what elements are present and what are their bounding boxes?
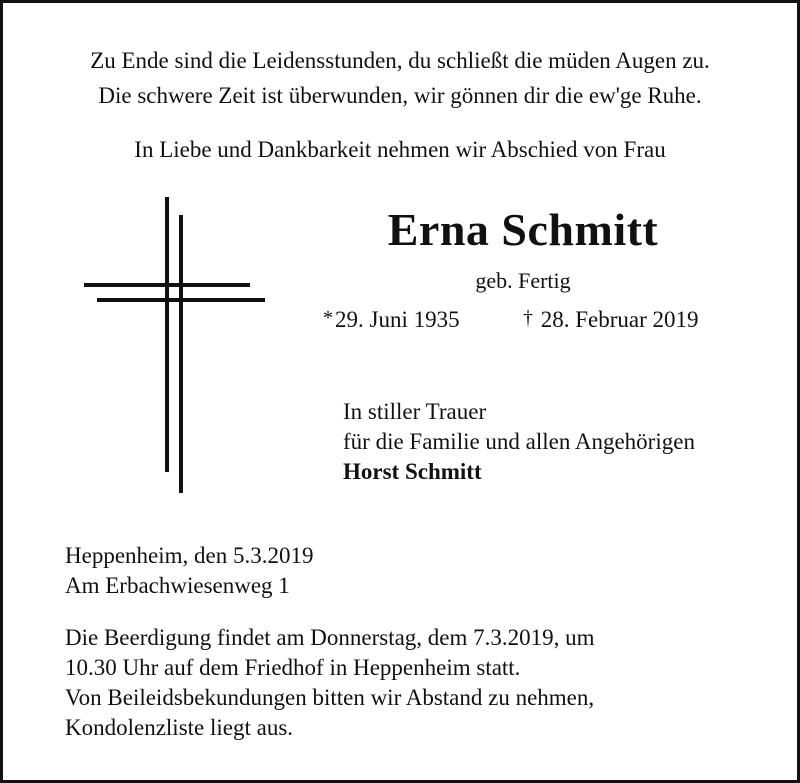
cross-icon [81, 197, 271, 495]
address: Am Erbachwiesenweg 1 [65, 573, 290, 598]
poem-line-1: Zu Ende sind die Leidensstunden, du schließt die müden Augen zu. [90, 48, 710, 73]
mourners-block [343, 397, 695, 487]
funeral-line-2: 10.30 Uhr auf dem Friedhof in Heppenheim statt. [65, 655, 521, 680]
funeral-line-3: Von Beileidsbekundungen bitten wir Abstand zu nehmen, [65, 685, 595, 710]
death-date [523, 307, 699, 333]
cross-horizontal-top [84, 283, 250, 287]
death-dagger-icon: † [523, 307, 533, 329]
mourners-line-1: In stiller Trauer [343, 399, 487, 424]
cross-horizontal-bottom [97, 298, 265, 302]
intro-text: In Liebe und Dankbarkeit nehmen wir Abschied von Frau [134, 137, 666, 162]
birth-date [323, 307, 460, 333]
poem-line-2: Die schwere Zeit ist überwunden, wir gönnen dir die ew'ge Ruhe. [98, 83, 702, 108]
birth-date-text: 29. Juni 1935 [335, 307, 460, 332]
memorial-poem [3, 43, 797, 113]
funeral-info [65, 623, 595, 743]
funeral-line-4: Kondolenzliste liegt aus. [65, 715, 294, 740]
cross-vertical-right [179, 215, 183, 493]
funeral-line-1: Die Beerdigung findet am Donnerstag, dem 7.3.2019, um [65, 625, 595, 650]
place-date-block [65, 541, 313, 601]
deceased-name: Erna Schmitt [387, 204, 659, 255]
death-date-text: 28. Februar 2019 [540, 307, 699, 332]
maiden-name: geb. Fertig [475, 268, 571, 293]
place-date: Heppenheim, den 5.3.2019 [65, 543, 314, 568]
birth-star-icon: * [323, 307, 333, 329]
cross-vertical-left [165, 197, 169, 472]
mourners-line-2: für die Familie und allen Angehörigen [343, 429, 695, 454]
mourners-signer: Horst Schmitt [343, 459, 482, 484]
